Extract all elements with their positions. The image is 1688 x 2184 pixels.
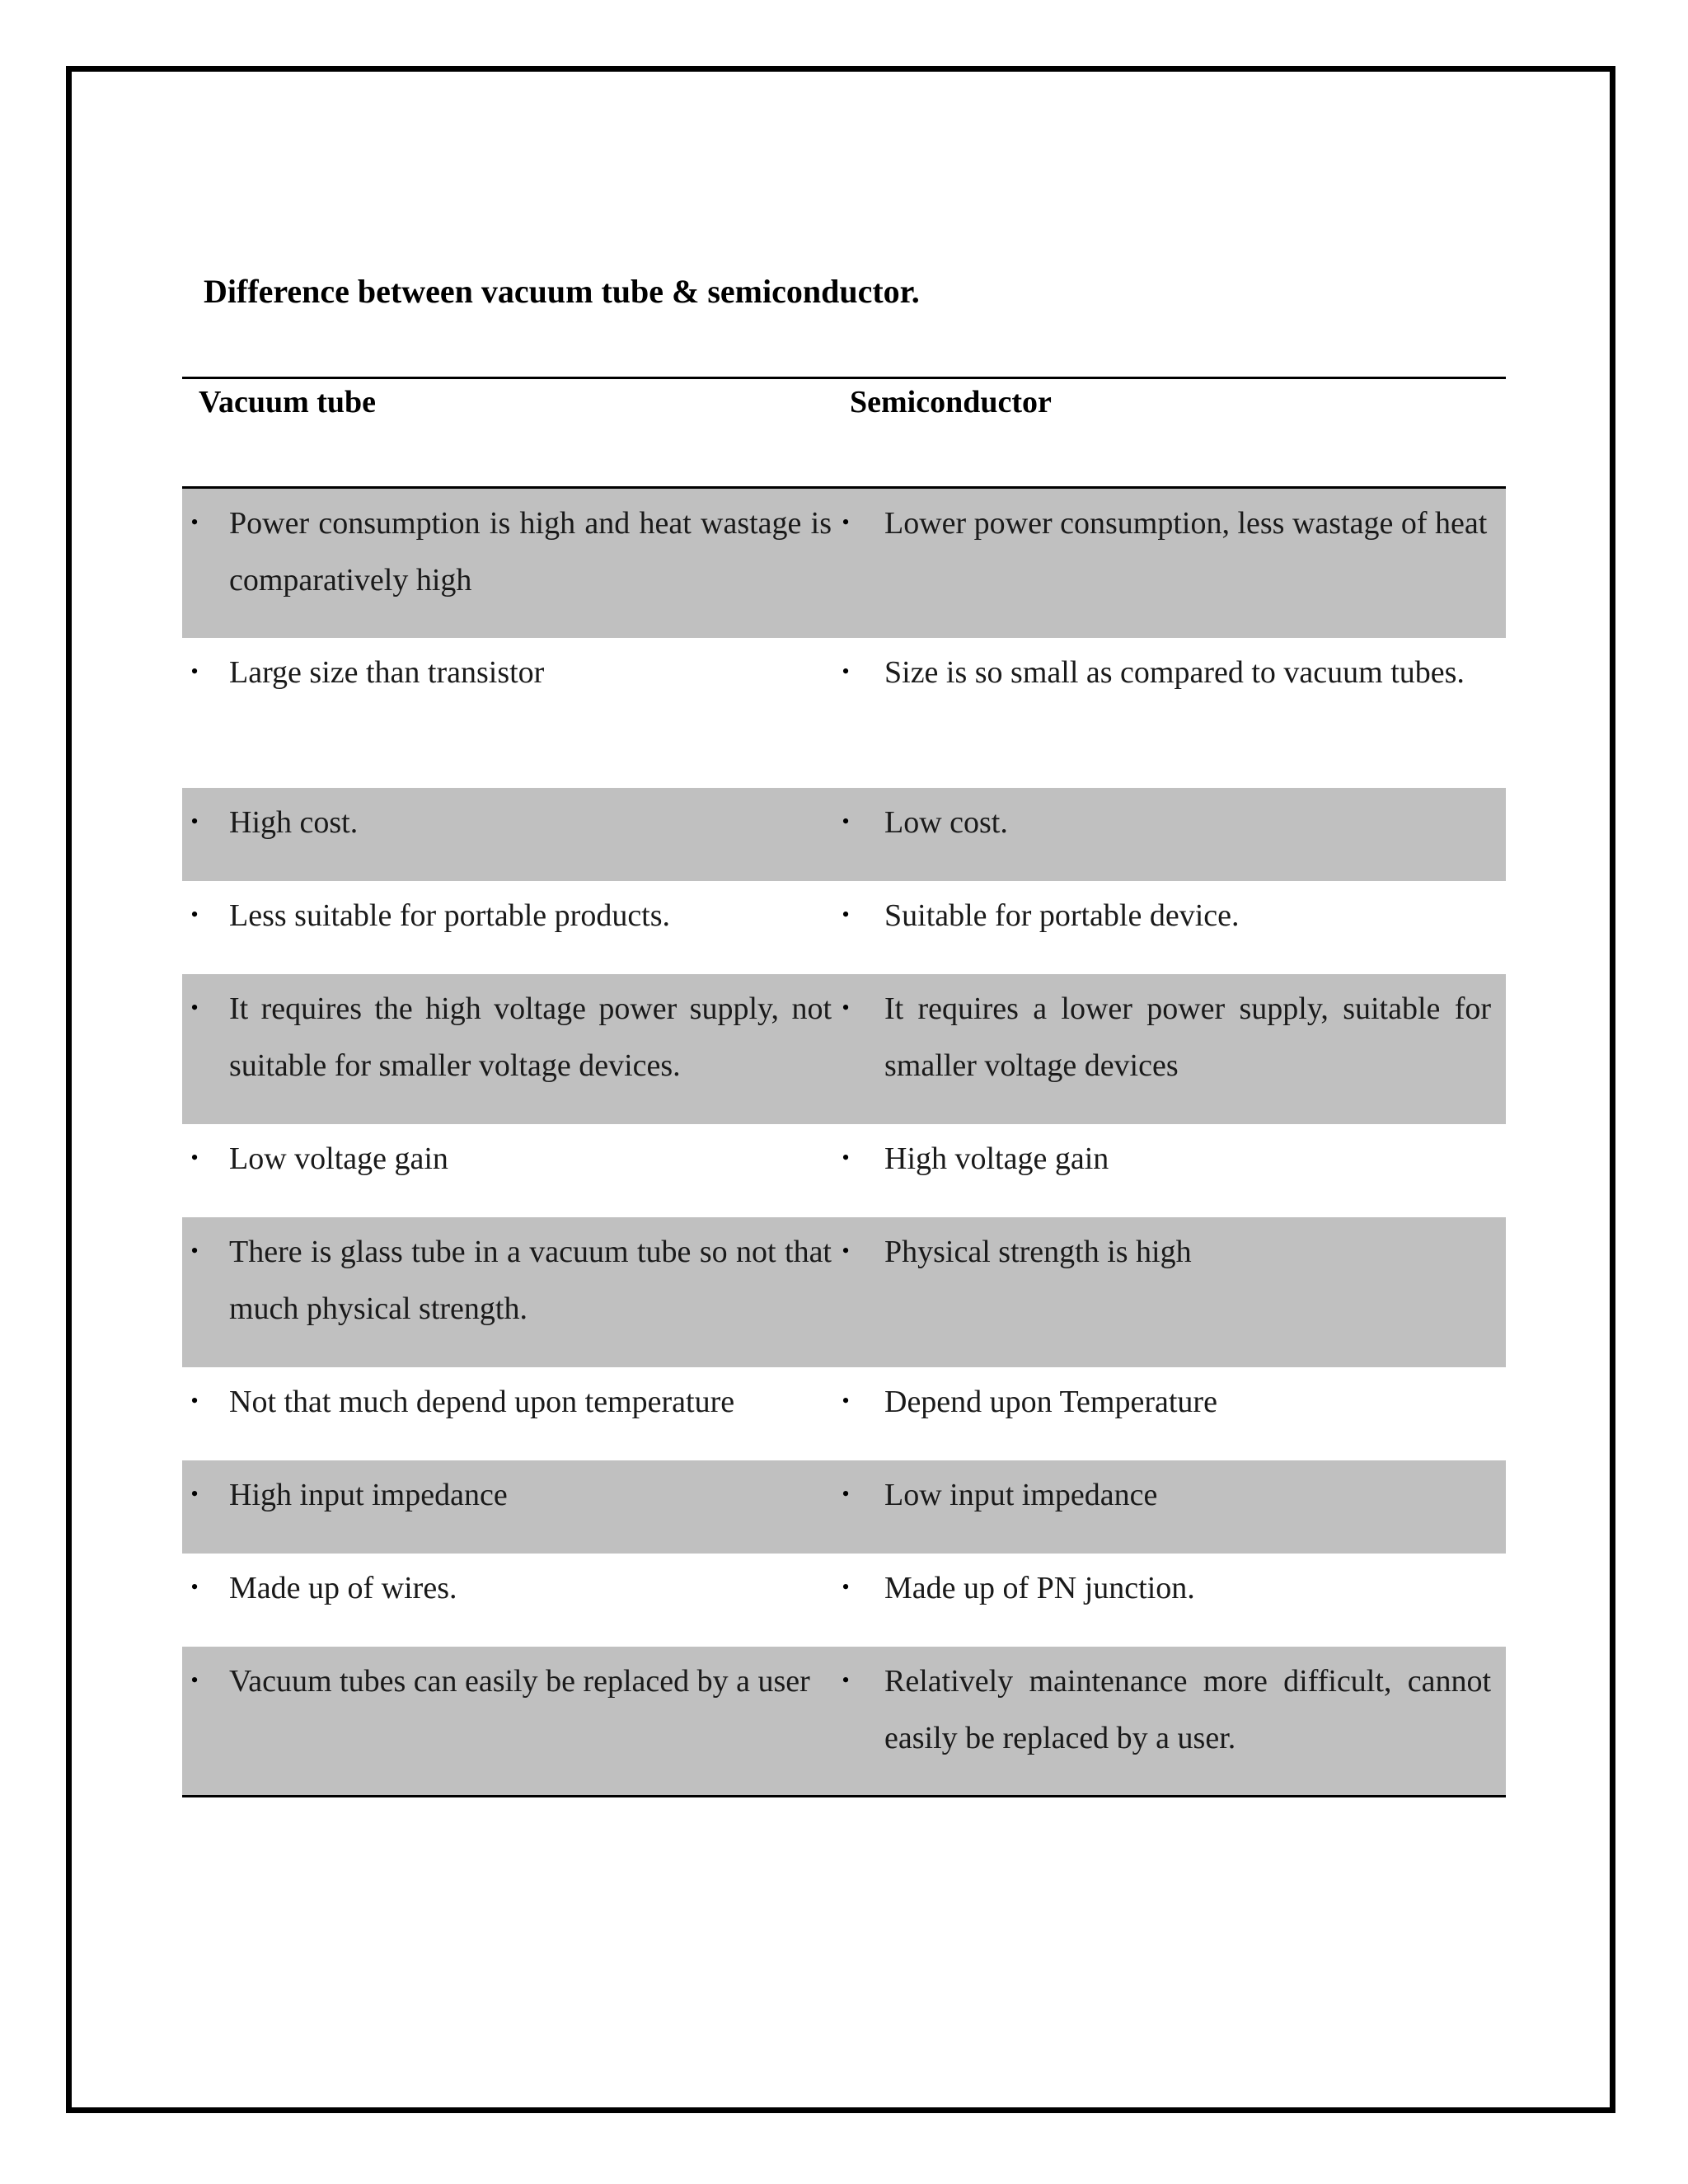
bullet-icon: • [190, 902, 199, 926]
cell-text: It requires the high voltage power supply, not suitable for smaller voltage devices. [229, 991, 832, 1083]
cell-text: Low voltage gain [229, 1141, 448, 1176]
semiconductor-cell [838, 1554, 1506, 1647]
cell-text: Low cost. [884, 804, 1008, 840]
table-row [182, 881, 1506, 974]
cell-text: Relatively maintenance more difficult, cannot easily be replaced by a user. [884, 1663, 1491, 1755]
semiconductor-cell [838, 1124, 1506, 1217]
cell-text: Large size than transistor [229, 654, 545, 690]
table-row [182, 1217, 1506, 1367]
table-row [182, 1647, 1506, 1797]
cell-text: High cost. [229, 804, 359, 840]
cell-text: Not that much depend upon temperature [229, 1384, 735, 1419]
table-row [182, 788, 1506, 881]
bullet-icon: • [842, 1481, 850, 1506]
cell-text: Physical strength is high [884, 1234, 1192, 1269]
cell-text: Lower power consumption, less wastage of heat [884, 506, 1488, 541]
comparison-table [182, 377, 1506, 1797]
bullet-icon: • [842, 902, 850, 926]
vacuum-tube-cell [182, 881, 838, 974]
cell-text: Made up of wires. [229, 1570, 457, 1605]
cell-text: Made up of PN junction. [884, 1570, 1195, 1605]
cell-text: Low input impedance [884, 1477, 1158, 1512]
cell-text: Vacuum tubes can easily be replaced by a user [229, 1663, 810, 1699]
bullet-icon: • [842, 995, 850, 1019]
semiconductor-cell [838, 881, 1506, 974]
semiconductor-cell [838, 488, 1506, 638]
bullet-icon: • [842, 1667, 850, 1692]
semiconductor-cell [838, 1217, 1506, 1367]
vacuum-tube-cell [182, 1217, 838, 1367]
bullet-icon: • [842, 1145, 850, 1169]
bullet-icon: • [842, 1388, 850, 1413]
vacuum-tube-cell [182, 788, 838, 881]
bullet-icon: • [190, 1667, 199, 1692]
vacuum-tube-cell [182, 1554, 838, 1647]
header-vacuum-tube: Vacuum tube [182, 378, 838, 488]
vacuum-tube-cell [182, 974, 838, 1124]
vacuum-tube-cell [182, 638, 838, 788]
cell-text: Depend upon Temperature [884, 1384, 1217, 1419]
bullet-icon: • [190, 995, 199, 1019]
bullet-icon: • [190, 1574, 199, 1599]
bullet-icon: • [190, 510, 199, 534]
table-row [182, 1460, 1506, 1554]
bullet-icon: • [842, 1238, 850, 1263]
semiconductor-cell [838, 1367, 1506, 1460]
vacuum-tube-cell [182, 1460, 838, 1554]
cell-text: High voltage gain [884, 1141, 1109, 1176]
table-row [182, 638, 1506, 788]
bullet-icon: • [842, 1574, 850, 1599]
vacuum-tube-cell [182, 1124, 838, 1217]
bullet-icon: • [190, 1481, 199, 1506]
document-title: Difference between vacuum tube & semiconductor. [204, 273, 920, 310]
cell-text: Suitable for portable device. [884, 898, 1240, 933]
cell-text: High input impedance [229, 1477, 508, 1512]
table-row [182, 488, 1506, 638]
vacuum-tube-cell [182, 1647, 838, 1797]
bullet-icon: • [842, 808, 850, 833]
bullet-icon: • [190, 1145, 199, 1169]
table-row [182, 1124, 1506, 1217]
cell-text: Power consumption is high and heat wastage is comparatively high [229, 506, 832, 598]
table-row [182, 1367, 1506, 1460]
cell-text: There is glass tube in a vacuum tube so not that much physical strength. [229, 1234, 832, 1326]
bullet-icon: • [842, 658, 850, 683]
bullet-icon: • [190, 1238, 199, 1263]
vacuum-tube-cell [182, 1367, 838, 1460]
cell-text: Size is so small as compared to vacuum tubes. [884, 654, 1465, 690]
semiconductor-cell [838, 974, 1506, 1124]
semiconductor-cell [838, 788, 1506, 881]
semiconductor-cell [838, 1647, 1506, 1797]
semiconductor-cell [838, 1460, 1506, 1554]
header-semiconductor: Semiconductor [838, 378, 1506, 488]
vacuum-tube-cell [182, 488, 838, 638]
cell-text: It requires a lower power supply, suitable for smaller voltage devices [884, 991, 1491, 1083]
bullet-icon: • [190, 1388, 199, 1413]
cell-text: Less suitable for portable products. [229, 898, 671, 933]
bullet-icon: • [190, 808, 199, 833]
bullet-icon: • [190, 658, 199, 683]
table-header-row [182, 378, 1506, 488]
table-row [182, 974, 1506, 1124]
semiconductor-cell [838, 638, 1506, 788]
bullet-icon: • [842, 510, 850, 534]
table-row [182, 1554, 1506, 1647]
